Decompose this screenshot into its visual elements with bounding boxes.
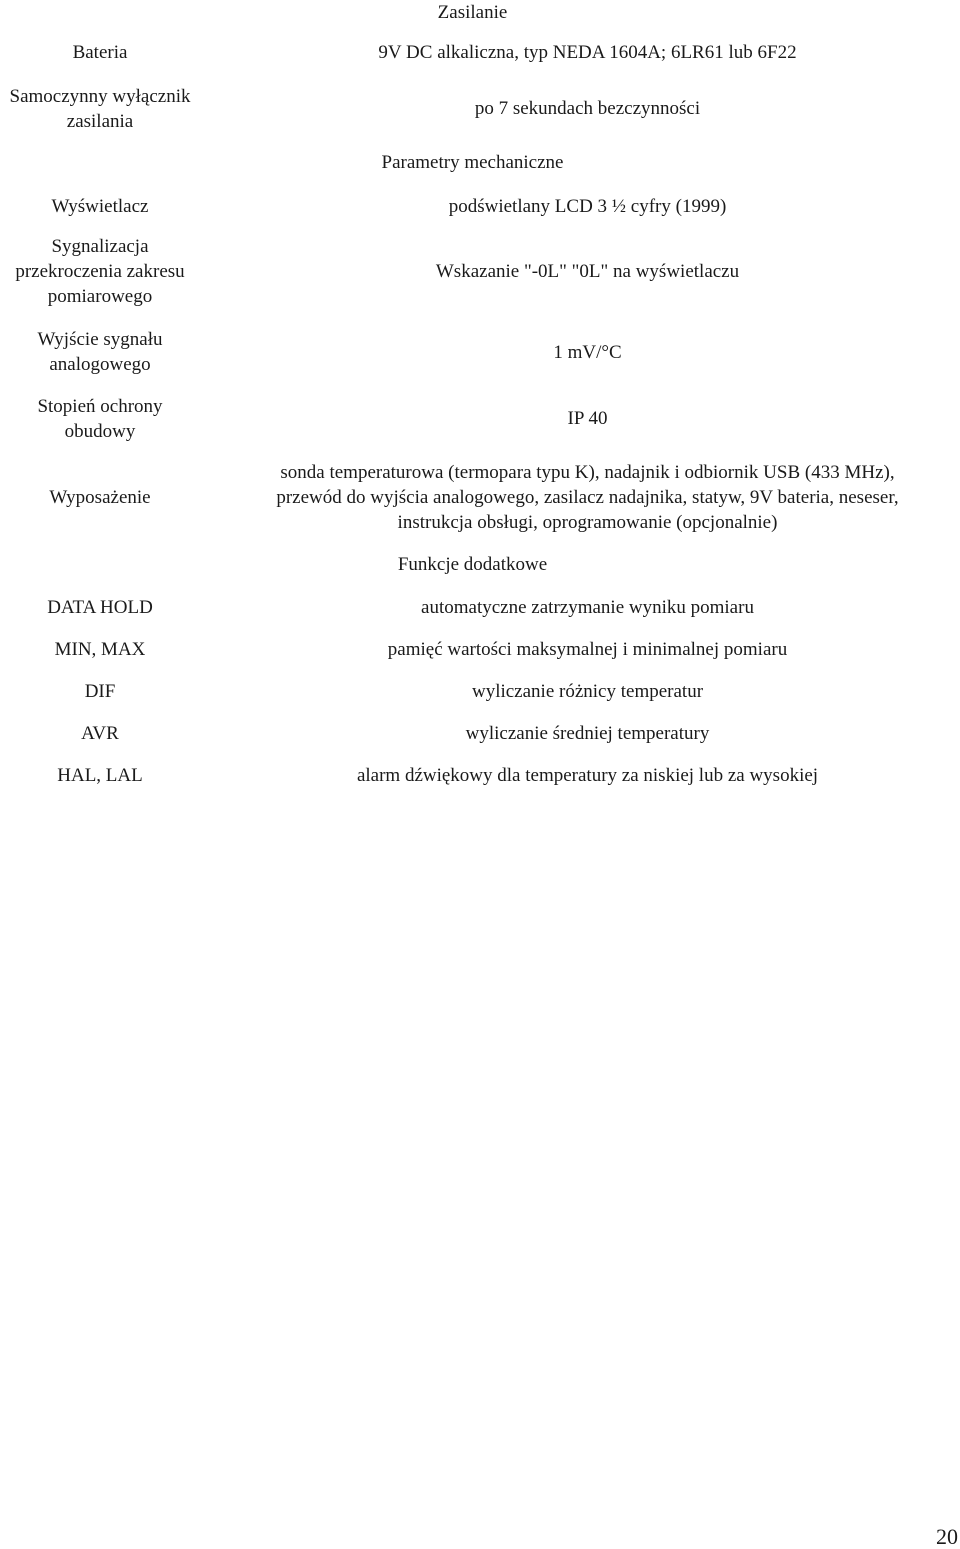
- value-line: instrukcja obsługi, oprogramowanie (opcjonalnie): [397, 512, 778, 533]
- value-avr: wyliczanie średniej temperatury: [465, 723, 710, 744]
- label-wyswietlacz: Wyświetlacz: [51, 196, 149, 217]
- label-line: Sygnalizacja: [51, 236, 149, 257]
- value-min-max: pamięć wartości maksymalnej i minimalnej pomiaru: [387, 639, 788, 660]
- label-wyposazenie: Wyposażenie: [49, 487, 151, 508]
- label-line: analogowego: [49, 354, 151, 375]
- label-line: Wyjście sygnału: [37, 329, 163, 350]
- label-wylacznik: [0, 84, 200, 134]
- label-line: przekroczenia zakresu: [15, 261, 185, 282]
- value-stopien-ochrony: IP 40: [567, 408, 608, 429]
- value-bateria: 9V DC alkaliczna, typ NEDA 1604A; 6LR61 lub 6F22: [378, 42, 797, 63]
- value-wyswietlacz: podświetlany LCD 3 ½ cyfry (1999): [448, 196, 727, 217]
- label-dif: DIF: [84, 681, 116, 702]
- label-hal-lal: HAL, LAL: [57, 765, 143, 786]
- value-data-hold: automatyczne zatrzymanie wyniku pomiaru: [421, 597, 754, 618]
- value-line: sonda temperaturowa (termopara typu K), nadajnik i odbiornik USB (433 MHz),: [280, 462, 895, 483]
- label-stopien-ochrony: [0, 394, 200, 444]
- label-line: pomiarowego: [47, 286, 153, 307]
- section-title-mechaniczne: Parametry mechaniczne: [381, 152, 564, 173]
- value-wyposazenie: [210, 460, 960, 535]
- label-data-hold: DATA HOLD: [47, 597, 153, 618]
- label-bateria: Bateria: [72, 42, 128, 63]
- page-number: 20: [936, 1524, 958, 1549]
- label-line: zasilania: [66, 111, 134, 132]
- value-dif: wyliczanie różnicy temperatur: [471, 681, 704, 702]
- label-wyjscie: [0, 327, 200, 377]
- label-line: obudowy: [64, 421, 136, 442]
- value-line: przewód do wyjścia analogowego, zasilacz nadajnika, statyw, 9V bateria, neseser,: [276, 487, 899, 508]
- section-title-dodatkowe: Funkcje dodatkowe: [397, 554, 548, 575]
- label-avr: AVR: [81, 723, 119, 744]
- label-sygnalizacja: [0, 234, 200, 309]
- label-line: Stopień ochrony: [37, 396, 163, 417]
- label-min-max: MIN, MAX: [54, 639, 146, 660]
- value-sygnalizacja: Wskazanie "-0L" "0L" na wyświetlaczu: [435, 261, 740, 282]
- label-line: Samoczynny wyłącznik: [9, 86, 191, 107]
- value-wylacznik: po 7 sekundach bezczynności: [474, 98, 701, 119]
- section-title-zasilanie: Zasilanie: [437, 2, 508, 23]
- value-wyjscie: 1 mV/°C: [553, 342, 622, 363]
- value-hal-lal: alarm dźwiękowy dla temperatury za niskiej lub za wysokiej: [356, 765, 819, 786]
